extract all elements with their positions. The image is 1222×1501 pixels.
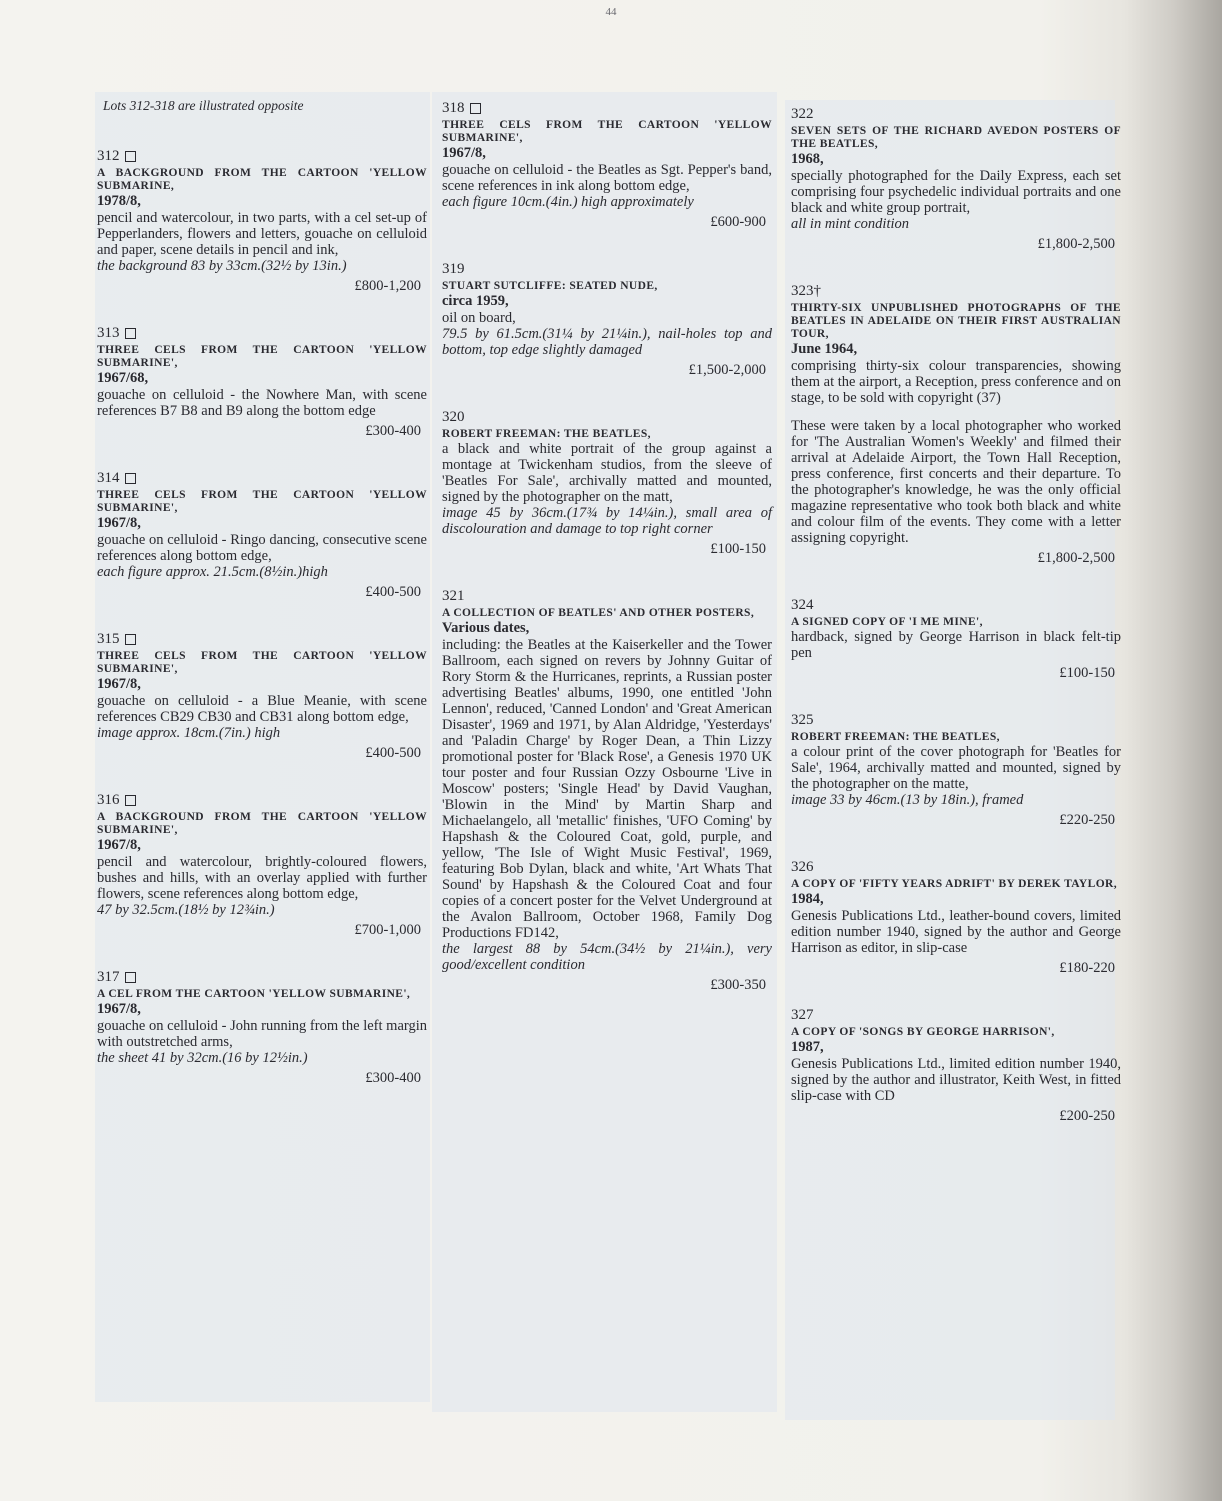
lot-dimensions: image 45 by 36cm.(17¾ by 14¼in.), small area of discolouration and damage to top right corner — [442, 505, 772, 537]
lot-estimate: £700-1,000 — [354, 922, 421, 938]
lot-estimate: £600-900 — [710, 214, 766, 230]
lot-title: ROBERT FREEMAN: THE BEATLES, — [791, 731, 1000, 743]
lot-date: June 1964, — [791, 341, 858, 357]
lot-description: gouache on celluloid - the Beatles as Sgt. Pepper's band, scene references in ink along bottom edge, — [442, 162, 772, 194]
lot-number-text: 321 — [442, 588, 465, 604]
lot-number-text: 324 — [791, 597, 814, 613]
lot-estimate: £300-350 — [710, 977, 766, 993]
lot-entry — [791, 859, 1121, 977]
lot-estimate: £300-400 — [365, 1070, 421, 1086]
lot-entry — [442, 409, 772, 558]
lot-description: comprising thirty-six colour transparencies, showing them at the airport, a Reception, press conference and on stage, to be sold with copyright (37) — [791, 358, 1121, 406]
column-3 — [791, 106, 1121, 1155]
lot-number-text: 312 — [97, 148, 120, 164]
illustrated-box-icon — [125, 972, 136, 983]
lot-estimate: £1,800-2,500 — [1037, 236, 1115, 252]
lot-entry — [97, 969, 427, 1087]
lot-date: 1967/8, — [97, 837, 141, 853]
illustrated-box-icon — [125, 795, 136, 806]
lot-entry — [442, 588, 772, 994]
lot-title: A BACKGROUND FROM THE CARTOON 'YELLOW SUBMARINE', — [97, 811, 427, 836]
lot-title: A BACKGROUND FROM THE CARTOON 'YELLOW SUBMARINE, — [97, 167, 427, 192]
lot-date: Various dates, — [442, 620, 530, 636]
lot-estimate: £400-500 — [365, 745, 421, 761]
lot-entry — [97, 792, 427, 939]
lot-dimensions: the sheet 41 by 32cm.(16 by 12½in.) — [97, 1050, 308, 1066]
column-2 — [442, 100, 772, 1024]
lot-title: A COPY OF 'FIFTY YEARS ADRIFT' BY DEREK TAYLOR, — [791, 878, 1118, 890]
lot-date: circa 1959, — [442, 293, 509, 309]
lot-dimensions: 79.5 by 61.5cm.(31¼ by 21¼in.), nail-holes top and bottom, top edge slightly damaged — [442, 326, 772, 358]
lot-date: 1978/8, — [97, 193, 141, 209]
lot-number — [791, 1007, 1121, 1024]
lot-number-text: 317 — [97, 969, 120, 985]
lot-number — [791, 712, 1121, 729]
lot-date: 1967/8, — [97, 676, 141, 692]
lot-entry — [791, 106, 1121, 253]
lot-number — [791, 283, 1121, 300]
lot-note: These were taken by a local photographer who worked for 'The Australian Women's Weekly' and filmed their arrival at Adelaide Airport, the Town Hall Reception, press conference, first concerts and their departure. To the photographer's knowledge, he was the only official magazine representative who took both black and white and colour film of the events. They come with a letter assigning copyright. — [791, 418, 1121, 546]
lot-date: 1987, — [791, 1039, 824, 1055]
lot-title: THIRTY-SIX UNPUBLISHED PHOTOGRAPHS OF THE BEATLES IN ADELAIDE ON THEIR FIRST AUSTRALIAN TOUR, — [791, 302, 1121, 340]
illustrated-box-icon — [125, 473, 136, 484]
lot-number-text: 313 — [97, 325, 120, 341]
lot-number — [442, 261, 772, 278]
lot-entry — [442, 100, 772, 231]
lot-number — [442, 409, 772, 426]
lot-number — [791, 597, 1121, 614]
lot-description: a colour print of the cover photograph for 'Beatles for Sale', 1964, archivally matted and mounted, signed by the photographer on the matte, — [791, 744, 1121, 792]
lot-entry — [791, 1007, 1121, 1125]
lot-estimate: £100-150 — [710, 541, 766, 557]
lot-description: gouache on celluloid - a Blue Meanie, with scene references CB29 CB30 and CB31 along bottom edge, — [97, 693, 427, 725]
lot-title: THREE CELS FROM THE CARTOON 'YELLOW SUBMARINE', — [97, 344, 427, 369]
lot-estimate: £100-150 — [1059, 665, 1115, 681]
lot-estimate: £180-220 — [1059, 960, 1115, 976]
lot-date: 1967/8, — [442, 145, 486, 161]
lot-dimensions: image 33 by 46cm.(13 by 18in.), framed — [791, 792, 1024, 808]
lot-description: specially photographed for the Daily Express, each set comprising four psychedelic individual portraits and one black and white group portrait, — [791, 168, 1121, 216]
lot-number-text: 314 — [97, 470, 120, 486]
lot-number — [442, 588, 772, 605]
lot-estimate: £300-400 — [365, 423, 421, 439]
lot-entry — [791, 283, 1121, 567]
lot-title: THREE CELS FROM THE CARTOON 'YELLOW SUBMARINE', — [442, 119, 772, 144]
lot-title: A COPY OF 'SONGS BY GEORGE HARRISON', — [791, 1026, 1055, 1038]
lot-description: pencil and watercolour, in two parts, with a cel set-up of Pepperlanders, flowers and letters, gouache on celluloid and paper, scene details in pencil and ink, — [97, 210, 427, 258]
lot-date: 1967/8, — [97, 515, 141, 531]
lot-entry — [97, 148, 427, 295]
lot-description: gouache on celluloid - John running from the left margin with outstretched arms, — [97, 1018, 427, 1050]
lot-dimensions: image approx. 18cm.(7in.) high — [97, 725, 281, 741]
lot-number — [97, 631, 427, 648]
lot-entry — [97, 631, 427, 762]
lot-date: 1967/8, — [97, 1001, 141, 1017]
lot-title: SEVEN SETS OF THE RICHARD AVEDON POSTERS OF THE BEATLES, — [791, 125, 1121, 150]
lot-number — [442, 100, 772, 117]
lot-number — [97, 325, 427, 342]
lot-description: oil on board, — [442, 310, 516, 326]
lot-description: hardback, signed by George Harrison in black felt-tip pen — [791, 629, 1121, 661]
lot-number-text: 325 — [791, 712, 814, 728]
lot-number-text: 316 — [97, 792, 120, 808]
lot-number-text: 326 — [791, 859, 814, 875]
lot-description: a black and white portrait of the group against a montage at Twickenham studios, from the sleeve of 'Beatles For Sale', archivally matted and mounted, signed by the photographer on the matt, — [442, 441, 772, 505]
lot-estimate: £1,800-2,500 — [1037, 550, 1115, 566]
lot-dimensions: the largest 88 by 54cm.(34½ by 21¼in.), very good/excellent condition — [442, 941, 772, 973]
lot-dimensions: each figure approx. 21.5cm.(8½in.)high — [97, 564, 328, 580]
lot-dimensions: each figure 10cm.(4in.) high approximately — [442, 194, 694, 210]
lot-number — [97, 792, 427, 809]
lot-entry — [791, 712, 1121, 829]
page-number: 44 — [605, 6, 617, 18]
lot-number — [97, 969, 427, 986]
lot-title: A SIGNED COPY OF 'I ME MINE', — [791, 616, 983, 628]
lot-description: Genesis Publications Ltd., limited edition number 1940, signed by the author and illustrator, Keith West, in fitted slip-case with CD — [791, 1056, 1121, 1104]
lot-title: ROBERT FREEMAN: THE BEATLES, — [442, 428, 651, 440]
lot-number — [97, 148, 427, 165]
lot-dimensions: all in mint condition — [791, 216, 910, 232]
lot-number-text: 315 — [97, 631, 120, 647]
lot-title: STUART SUTCLIFFE: SEATED NUDE, — [442, 280, 658, 292]
lot-dimensions: 47 by 32.5cm.(18½ by 12¾in.) — [97, 902, 275, 918]
illustration-note: Lots 312-318 are illustrated opposite — [103, 98, 304, 113]
lot-estimate: £200-250 — [1059, 1108, 1115, 1124]
column-1 — [97, 98, 427, 1117]
lot-description: gouache on celluloid - the Nowhere Man, with scene references B7 B8 and B9 along the bottom edge — [97, 387, 427, 419]
lot-description: Genesis Publications Ltd., leather-bound covers, limited edition number 1940, signed by the author and George Harrison as editor, in slip-case — [791, 908, 1121, 956]
lot-title: A CEL FROM THE CARTOON 'YELLOW SUBMARINE', — [97, 988, 411, 1000]
lot-date: 1967/68, — [97, 370, 149, 386]
lot-date: 1968, — [791, 151, 824, 167]
lot-estimate: £1,500-2,000 — [688, 362, 766, 378]
lot-estimate: £800-1,200 — [354, 278, 421, 294]
lot-title: A COLLECTION OF BEATLES' AND OTHER POSTERS, — [442, 607, 755, 619]
illustrated-box-icon — [125, 634, 136, 645]
lot-description: pencil and watercolour, brightly-coloured flowers, bushes and hills, with an overlay applied with further flowers, scene references along bottom edge, — [97, 854, 427, 902]
lot-entry — [97, 470, 427, 601]
lot-number-text: 327 — [791, 1007, 814, 1023]
lot-entry — [791, 597, 1121, 682]
lot-date: 1984, — [791, 891, 824, 907]
illustrated-box-icon — [125, 151, 136, 162]
lot-number-text: 323† — [791, 283, 821, 299]
illustrated-box-icon — [125, 328, 136, 339]
lot-title: THREE CELS FROM THE CARTOON 'YELLOW SUBMARINE', — [97, 489, 427, 514]
lot-description: including: the Beatles at the Kaiserkeller and the Tower Ballroom, each signed on revers by Johnny Guitar of Rory Storm & the Hurricanes, reprints, a Russian poster advertising Beatles' albums, 1990, one entitled 'John Lennon', reduced, 'Canned London' and 'Great American Disaster', 1969 and 1971, by Alan Aldridge, 'Yesterdays' and 'Paladin Charge' by Roger Dean, a Thin Lizzy promotional poster for 'Black Rose', a Genesis 1970 UK tour poster and four Russian Ozzy Osbourne 'Live in Moscow' posters; 'Single Head' by David Vaughan, 'Blowin in the Mind' by Martin Sharp and Michaelangelo, all 'metallic' finishes, 'UFO Coming' by Hapshash & the Coloured Coat, gold, purple, and yellow, 'The Isle of Wight Music Festival', 1969, featuring Bob Dylan, black and white, 'Art Whats That Sound' by Hapshash & the Coloured Coat and four copies of a concert poster for the Velvet Underground at the Avalon Ballroom, October 1968, Family Dog Productions FD142, — [442, 637, 772, 941]
lot-dimensions: the background 83 by 33cm.(32½ by 13in.) — [97, 258, 347, 274]
lot-number-text: 322 — [791, 106, 814, 122]
lot-number-text: 318 — [442, 100, 465, 116]
lot-estimate: £220-250 — [1059, 812, 1115, 828]
lot-entry — [442, 261, 772, 379]
illustrated-box-icon — [470, 103, 481, 114]
lot-number — [97, 470, 427, 487]
lot-number — [791, 859, 1121, 876]
lot-number-text: 320 — [442, 409, 465, 425]
lot-title: THREE CELS FROM THE CARTOON 'YELLOW SUBMARINE', — [97, 650, 427, 675]
lot-entry — [97, 325, 427, 440]
lot-estimate: £400-500 — [365, 584, 421, 600]
lot-description: gouache on celluloid - Ringo dancing, consecutive scene references along bottom edge, — [97, 532, 427, 564]
lot-number-text: 319 — [442, 261, 465, 277]
lot-number — [791, 106, 1121, 123]
